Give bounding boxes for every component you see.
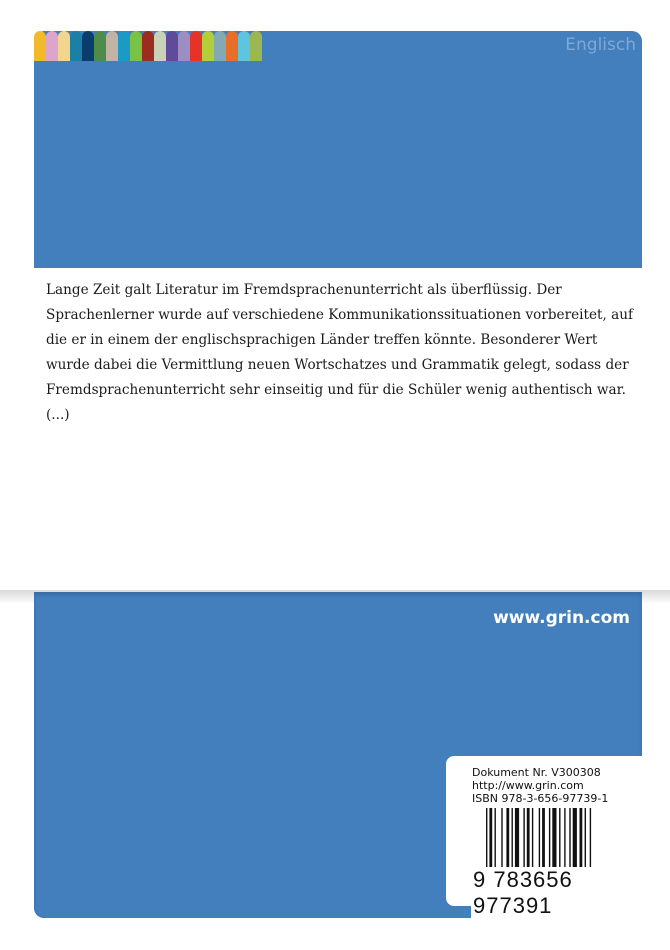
color-tabs [34,31,262,61]
color-tab [238,31,250,61]
barcode-meta [472,766,608,805]
color-tab [70,31,82,61]
blurb-text: Lange Zeit galt Literatur im Fremdsprachenunterricht als überflüssig. Der Sprachenlerner wurde auf verschiedene Kommunikationssituationen vorbereitet, auf die er in einem der englischsprachigen Länder treffen könnte. Besonderer Wert wurde dabei die Vermittlung neuen Wortschatzes und Grammatik gelegt, sodass der Fremdsprachenunterricht sehr einseitig und für die Schüler wenig authentisch war. (...) [46,282,633,423]
barcode-box [446,756,642,918]
color-tab [118,31,130,61]
language-label: Englisch [565,35,636,55]
color-tab [202,31,214,61]
color-tab [34,31,46,61]
color-tab [58,31,70,61]
color-tab [250,31,262,61]
color-tab [130,31,142,61]
color-tab [82,31,94,61]
publisher-url[interactable]: www.grin.com [493,608,630,628]
color-tab [106,31,118,61]
color-tab [154,31,166,61]
color-tab [166,31,178,61]
color-tab [46,31,58,61]
color-tab [214,31,226,61]
color-tab [178,31,190,61]
color-tab [142,31,154,61]
ean-digits: 9 783656 977391 [471,867,642,919]
color-tab [226,31,238,61]
top-blue-panel [34,31,642,268]
document-number: Dokument Nr. V300308 [472,766,601,779]
color-tab [94,31,106,61]
barcode-url: http://www.grin.com [472,779,584,792]
isbn: ISBN 978-3-656-97739-1 [472,792,609,805]
color-tab [190,31,202,61]
